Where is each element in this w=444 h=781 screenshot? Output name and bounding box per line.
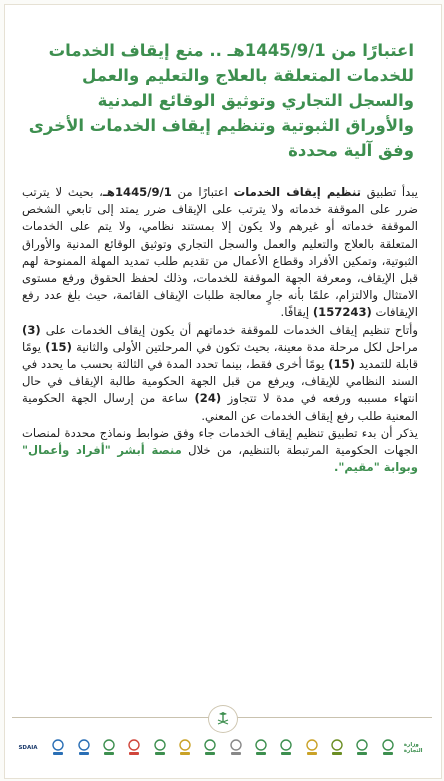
- palm-logo-icon: [303, 736, 321, 760]
- saudi-emblem-icon: [208, 705, 238, 733]
- ministry-logo-icon: [201, 736, 219, 760]
- sdaia-logo-icon: [14, 736, 42, 760]
- ministry-logo-icon: [176, 736, 194, 760]
- logo-label: SDAIA: [18, 745, 38, 751]
- paragraph-3: [22, 425, 418, 477]
- text-run: يبدأ تطبيق: [361, 185, 418, 199]
- ministry-logo-icon: [75, 736, 93, 760]
- ministry-logo-icon: [379, 736, 397, 760]
- ministry-logo-icon: [100, 736, 118, 760]
- number-run: (15): [328, 357, 356, 372]
- text-run: مراحل لكل مرحلة مدة معينة، بحيث تكون في المرحلتين الأولى والثانية: [71, 339, 418, 354]
- text-run: يومًا قابلة للتمديد: [22, 339, 419, 372]
- bold-run: تنظيم إيقاف الخدمات: [233, 185, 362, 199]
- text-run: إيقافًا.: [280, 305, 313, 320]
- text-run: اعتبارًا من: [171, 185, 234, 199]
- vision-2030-logo-icon: [328, 736, 346, 760]
- text-run: يذكر أن بدء تطبيق تنظيم إيقاف الخدمات جاء وفق ضوابط ونماذج محددة لمنصات الجهات الحكومية المرتبطة بالتنظيم، من خلال: [22, 425, 418, 458]
- paragraph-2: [22, 322, 418, 425]
- text-run: ، بحيث لا يترتب ضرر على الموقفة خدماته ولا يترتب على الإيقاف ضرر يمتد إلى تابعي الشخص الموقفة خدماته أو غيرهم ولا يكون إلا بمستند نظامي، ولا يتم على الخدمات المتعلقة بالعلاج والتعليم والعمل والسجل التجاري وتوثيق الوقائع المدنية والأوراق الثبوتية، وتمكين الأفراد وقطاع الأعمال من تقديم طلب تمديد المهلة الممنوحة لهم قبل الإيقاف، ومعرفة الجهة الموقفة للخدمات، وذلك لحفظ الحقوق ورفع مستوى الامتثال والالتزام، علمًا بأنه جارٍ معالجة طلبات الإيقاف القائمة، حيث بلغ عدد رفع الإيقافات: [22, 185, 418, 320]
- emblem-logo-icon: [404, 736, 432, 760]
- date-run: 1445/9/1هـ: [102, 185, 172, 199]
- logo-label: وزارة التجارة: [403, 742, 423, 754]
- number-run: (3): [22, 322, 41, 337]
- number-run: (15): [45, 339, 72, 354]
- ministry-logo-icon: [252, 736, 270, 760]
- partner-logos: [14, 735, 432, 761]
- ministry-logo-icon: [353, 736, 371, 760]
- text-run: ساعة من إرسال الجهة الحكومية المعنية طلب رفع إيقاف الخدمات عن المعني.: [22, 391, 418, 423]
- ministry-logo-icon: [277, 736, 295, 760]
- text-run: يومًا أخرى فقط، بينما تحدد المدة في الثالثة بحسب ما يحدد في السند النظامي للإيقاف، ويرفع من قبل الجهة الحكومية طالبة الإيقاف في حال انتهاء مسببه ورفعه في مدة لا تتجاوز: [22, 357, 418, 406]
- platform-run: منصة أبشر "أفراد وأعمال" وبوابة "مقيم".: [22, 443, 418, 475]
- text-run: وأتاح تنظيم إيقاف الخدمات للموقفة خدماتهم أن يكون إيقاف الخدمات على: [40, 322, 418, 337]
- number-run: (24): [194, 391, 222, 406]
- paragraph-1: [22, 184, 418, 322]
- ministry-logo-icon: [151, 736, 169, 760]
- ministry-logo-icon: [227, 736, 245, 760]
- headline: اعتبارًا من 1445/9/1هـ .. منع إيقاف الخدمات للخدمات المتعلقة بالعلاج والتعليم والعمل والسجل التجاري وتوثيق الوقائع المدنية والأوراق الثبوتية وتنظيم إيقاف الخدمات الأخرى وفق آلية محددة: [28, 41, 414, 160]
- count-run: (157243): [312, 305, 372, 320]
- ministry-logo-icon: [125, 736, 143, 760]
- ministry-logo-icon: [49, 736, 67, 760]
- article-body: [22, 184, 418, 476]
